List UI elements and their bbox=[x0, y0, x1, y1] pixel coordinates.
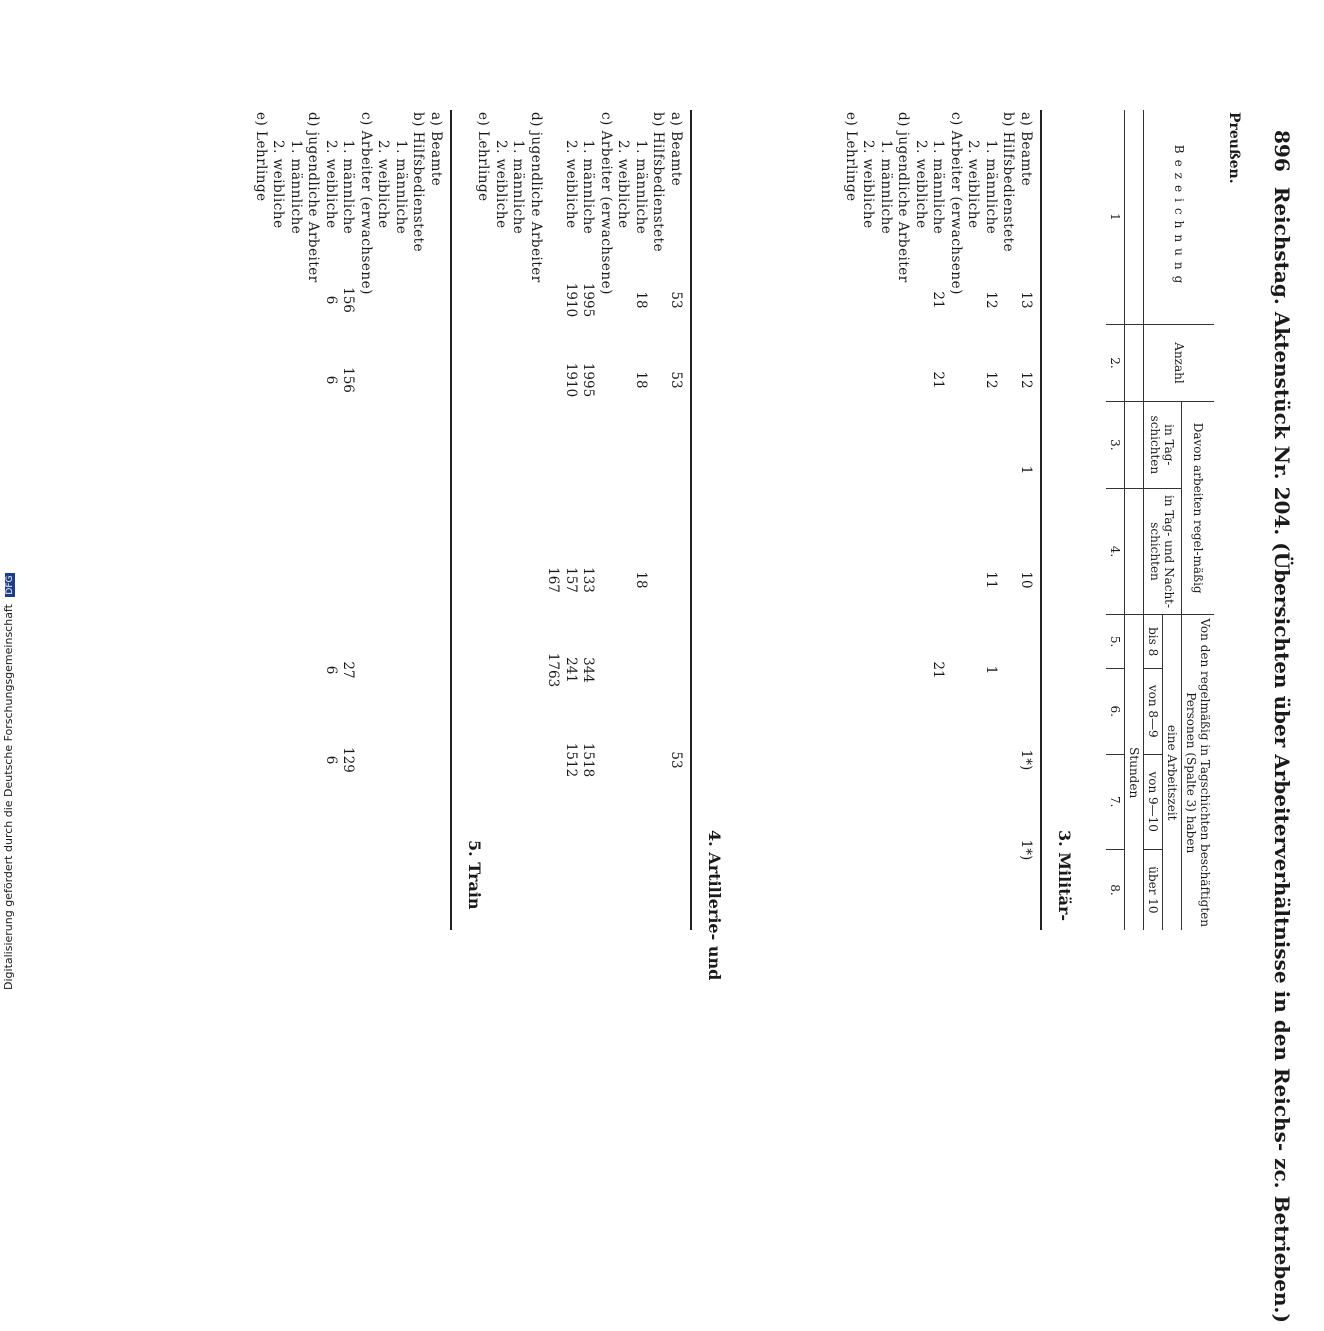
section-rule bbox=[450, 110, 452, 930]
dfg-logo: DFG bbox=[5, 575, 15, 595]
row-label: e) Lehrlinge bbox=[253, 112, 269, 202]
cell-c6: 1 bbox=[983, 665, 999, 675]
cell-c7: 1*) bbox=[1018, 749, 1034, 771]
cell-c7: 1512 bbox=[563, 742, 579, 778]
row-label: 2. weibliche bbox=[615, 140, 632, 229]
row-label: 2. weibliche bbox=[375, 140, 392, 229]
cell-c8: 1*) bbox=[1018, 839, 1034, 861]
row-label: 2. weibliche bbox=[270, 140, 287, 229]
row-label: c) Arbeiter (erwachsene) bbox=[598, 112, 614, 295]
column-number: 3. bbox=[1106, 402, 1125, 489]
cell-c7: 53 bbox=[668, 751, 684, 769]
row-label: a) Beamte bbox=[1018, 112, 1034, 187]
header-tag-nacht: in Tag- und Nacht-schichten bbox=[1144, 488, 1182, 615]
cell-c5: 157 bbox=[563, 567, 579, 593]
state-heading: Preußen. bbox=[1226, 112, 1242, 184]
cell-c3: 12 bbox=[1018, 371, 1034, 389]
row-label: d) jugendliche Arbeiter bbox=[305, 112, 322, 283]
column-number: 6. bbox=[1106, 668, 1125, 754]
header-arbeitszeit: eine Arbeitszeit bbox=[1163, 615, 1182, 930]
cell-c6: 27 bbox=[340, 661, 357, 679]
cell-c2: 1910 bbox=[563, 282, 579, 318]
row-label: 2. weibliche bbox=[563, 140, 579, 229]
cell-c3: 12 bbox=[983, 371, 999, 389]
dfg-credit bbox=[2, 573, 15, 990]
row-label: e) Lehrlinge bbox=[475, 112, 492, 202]
row-label: 2. weibliche bbox=[965, 140, 982, 229]
cell-c3: 6 bbox=[323, 375, 339, 385]
row-label: c) Arbeiter (erwachsene) bbox=[358, 112, 374, 295]
cell-c2: 21 bbox=[930, 291, 947, 309]
cell-c2: 156 bbox=[340, 287, 357, 313]
row-label: 2. weibliche bbox=[860, 140, 877, 229]
row-label: 1. männliche bbox=[930, 140, 947, 235]
section-rule bbox=[690, 110, 692, 930]
row-label: d) jugendliche Arbeiter bbox=[528, 112, 544, 283]
row-label: 1. männliche bbox=[510, 140, 527, 235]
row-label: 1. männliche bbox=[340, 140, 357, 235]
cell-c5: 18 bbox=[633, 571, 649, 589]
row-label: 1. männliche bbox=[393, 140, 409, 235]
header-ueber-10: über 10 bbox=[1144, 849, 1163, 930]
row-label: d) jugendliche Arbeiter bbox=[895, 112, 912, 283]
page-title: Reichstag. Aktenstück Nr. 204. (Übersichten über Arbeiterverhältnisse in den Reichs- zc. Betrieben.) bbox=[1270, 186, 1294, 1323]
section-title: 3. Militär- bbox=[1055, 830, 1074, 922]
section-rule bbox=[1040, 110, 1042, 930]
credit-text: Digitalisierung gefördert durch die Deutsche Forschungsgemeinschaft bbox=[2, 604, 15, 990]
row-label: c) Arbeiter (erwachsene) bbox=[948, 112, 964, 295]
cell-c6: 6 bbox=[323, 665, 339, 675]
header-9-10: von 9—10 bbox=[1144, 754, 1163, 849]
row-label: 2. weibliche bbox=[323, 140, 339, 229]
row-label: b) Hilfsbedienstete bbox=[650, 112, 667, 253]
cell-c3: 156 bbox=[340, 367, 357, 393]
page-header bbox=[1270, 130, 1294, 1331]
cell-c2: 1995 bbox=[580, 282, 597, 318]
cell-c2: 18 bbox=[633, 291, 649, 309]
cell-c2: 12 bbox=[983, 291, 999, 309]
header-group-regelmaessig: Davon arbeiten regel-mäßig bbox=[1182, 402, 1215, 615]
cell-c3: 1910 bbox=[563, 362, 579, 398]
row-label: e) Lehrlinge bbox=[843, 112, 859, 202]
header-bezeichnung: Bezeichnung bbox=[1172, 144, 1186, 290]
cell-c7: 129 bbox=[340, 747, 357, 773]
header-tagschichten: in Tag-schichten bbox=[1144, 402, 1182, 489]
header-anzahl: Anzahl bbox=[1144, 325, 1215, 402]
cell-c6: 241 bbox=[563, 657, 579, 683]
table-header bbox=[1106, 110, 1214, 930]
row-label: 2. weibliche bbox=[493, 140, 509, 229]
page-number: 896 bbox=[1270, 130, 1294, 172]
section-title: 5. Train bbox=[465, 840, 484, 910]
row-label: a) Beamte bbox=[428, 112, 444, 187]
cell-c2: 53 bbox=[668, 291, 684, 309]
row-label: 1. männliche bbox=[983, 140, 999, 235]
column-number: 5. bbox=[1106, 615, 1125, 669]
column-number: 2. bbox=[1106, 325, 1125, 402]
row-label: b) Hilfsbedienstete bbox=[410, 112, 427, 253]
cell-c5: 133 bbox=[580, 567, 597, 593]
cell-c3: 1995 bbox=[580, 362, 597, 398]
cell-c2: 13 bbox=[1018, 291, 1034, 309]
column-number: 4. bbox=[1106, 488, 1125, 615]
cell-c7: 1518 bbox=[580, 742, 597, 778]
row-label: a) Beamte bbox=[668, 112, 684, 187]
cell-c7: 6 bbox=[323, 755, 339, 765]
header-8-9: von 8—9 bbox=[1144, 668, 1163, 754]
cell-c3: 18 bbox=[633, 371, 649, 389]
column-number: 1 bbox=[1106, 110, 1125, 325]
header-bis-8: bis 8 bbox=[1144, 615, 1163, 669]
header-group-tagschichten: Von den regelmäßig in Tagschichten beschäftigten Personen (Spalte 3) haben bbox=[1182, 615, 1215, 930]
header-stunden: Stunden bbox=[1125, 615, 1144, 930]
cell-c6: 1763 bbox=[545, 652, 562, 688]
cell-c4: 1 bbox=[1018, 465, 1034, 475]
row-label: 1. männliche bbox=[288, 140, 304, 235]
row-label: 1. männliche bbox=[878, 140, 894, 235]
cell-c5: 10 bbox=[1018, 571, 1034, 589]
cell-c5: 11 bbox=[983, 571, 999, 589]
column-number: 7. bbox=[1106, 754, 1125, 849]
cell-c6: 344 bbox=[580, 657, 597, 683]
cell-c5: 167 bbox=[545, 567, 562, 593]
cell-c3: 21 bbox=[930, 371, 947, 389]
cell-c6: 21 bbox=[930, 661, 947, 679]
row-label: b) Hilfsbedienstete bbox=[1000, 112, 1017, 253]
row-label: 2. weibliche bbox=[913, 140, 929, 229]
section-title: 4. Artillerie- und bbox=[705, 830, 724, 981]
row-label: 1. männliche bbox=[633, 140, 649, 235]
cell-c2: 6 bbox=[323, 295, 339, 305]
cell-c3: 53 bbox=[668, 371, 684, 389]
column-number: 8. bbox=[1106, 849, 1125, 930]
row-label: 1. männliche bbox=[580, 140, 597, 235]
